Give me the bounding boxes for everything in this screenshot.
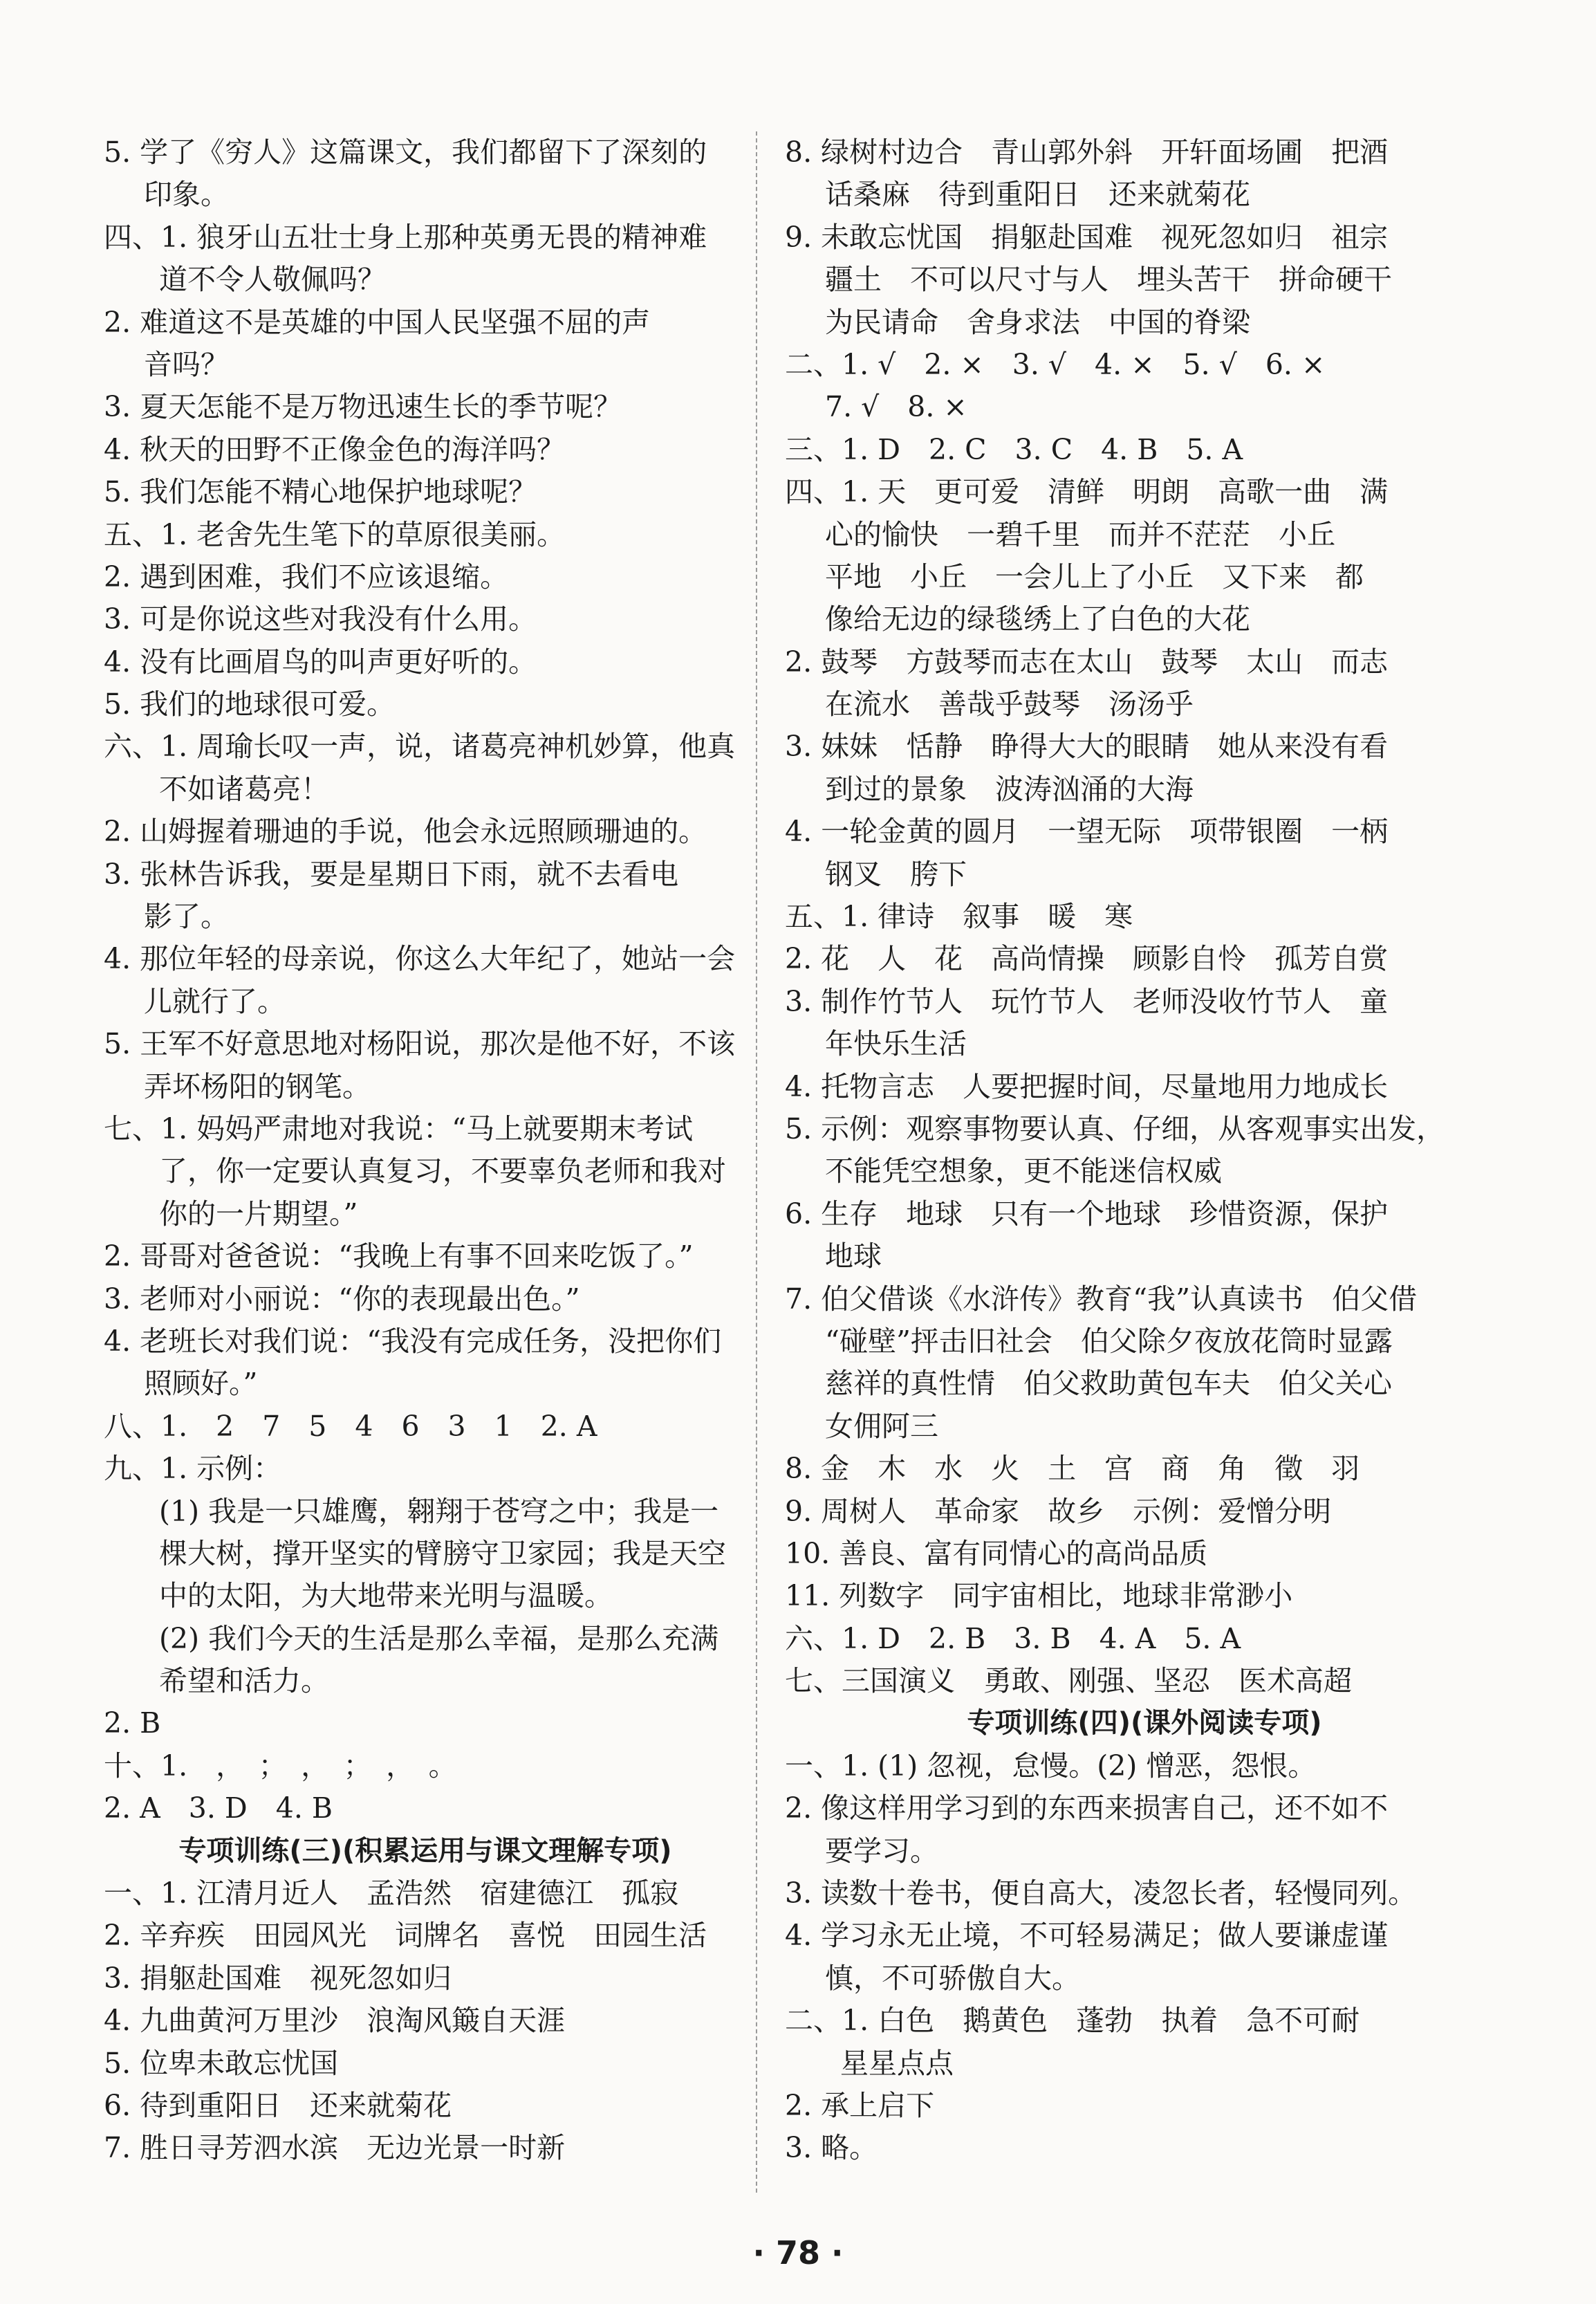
answer-line: 5. 我们的地球很可爱。 bbox=[104, 688, 396, 721]
answer-line: 2. 花 人 花 高尚情操 顾影自怜 孤芳自赏 bbox=[785, 942, 1389, 976]
answer-line: 年快乐生活 bbox=[825, 1027, 967, 1061]
answer-line: 11. 列数字 同宇宙相比，地球非常渺小 bbox=[785, 1579, 1293, 1613]
answer-line: 10. 善良、富有同情心的高尚品质 bbox=[785, 1536, 1208, 1570]
answer-line: 希望和活力。 bbox=[159, 1664, 329, 1698]
answer-line: 像给无边的绿毯绣上了白色的大花 bbox=[825, 602, 1250, 636]
answer-line: 影了。 bbox=[144, 900, 229, 934]
answer-line: 二、1. 白色 鹅黄色 蓬勃 执着 急不可耐 bbox=[785, 2004, 1360, 2038]
answer-line: 二、1. √ 2. × 3. √ 4. × 5. √ 6. × bbox=[785, 347, 1326, 381]
answer-line: 你的一片期望。” bbox=[159, 1197, 358, 1231]
answer-line: 话桑麻 待到重阳日 还来就菊花 bbox=[825, 178, 1250, 212]
answer-line: 2. 像这样用学习到的东西来损害自己，还不如不 bbox=[785, 1791, 1389, 1825]
section-heading: 专项训练(四)(课外阅读专项) bbox=[967, 1707, 1322, 1740]
answer-line: 不如诸葛亮！ bbox=[159, 772, 329, 806]
answer-line: 4. 那位年轻的母亲说，你这么大年纪了，她站一会 bbox=[104, 942, 736, 976]
answer-line: 7. 胜日寻芳泗水滨 无边光景一时新 bbox=[104, 2131, 566, 2165]
answer-line: 星星点点 bbox=[840, 2046, 954, 2080]
answer-line: 七、三国演义 勇敢、刚强、坚忍 医术高超 bbox=[785, 1664, 1352, 1698]
answer-line: 五、1. 律诗 叙事 暖 寒 bbox=[785, 900, 1133, 934]
answer-line: 9. 未敢忘忧国 捐躯赴国难 视死忽如归 祖宗 bbox=[785, 220, 1389, 254]
answer-line: 儿就行了。 bbox=[144, 984, 286, 1018]
page-number: · 78 · bbox=[752, 2234, 844, 2271]
answer-line: 4. 老班长对我们说：“我没有完成任务，没把你们 bbox=[104, 1324, 722, 1358]
answer-line: 一、1. (1) 忽视，怠慢。(2) 憎恶，怨恨。 bbox=[785, 1749, 1317, 1782]
answer-line: 2. 鼓琴 方鼓琴而志在太山 鼓琴 太山 而志 bbox=[785, 645, 1389, 679]
answer-line: 4. 没有比画眉鸟的叫声更好听的。 bbox=[104, 645, 537, 679]
answer-line: 4. 一轮金黄的圆月 一望无际 项带银圈 一柄 bbox=[785, 815, 1389, 849]
answer-line: 四、1. 天 更可爱 清鲜 明朗 高歌一曲 满 bbox=[785, 475, 1389, 509]
answer-line: 平地 小丘 一会儿上了小丘 又下来 都 bbox=[825, 560, 1364, 593]
answer-line: 棵大树，撑开坚实的臂膀守卫家园；我是天空 bbox=[159, 1536, 726, 1570]
answer-line: 3. 妹妹 恬静 睁得大大的眼睛 她从来没有看 bbox=[785, 730, 1389, 764]
answer-line: 要学习。 bbox=[825, 1834, 938, 1868]
answer-line: 2. 哥哥对爸爸说：“我晚上有事不回来吃饭了。” bbox=[104, 1239, 694, 1273]
answer-line: (2) 我们今天的生活是那么幸福，是那么充满 bbox=[159, 1621, 719, 1655]
right-column bbox=[785, 131, 1504, 2170]
answer-line: 在流水 善哉乎鼓琴 汤汤乎 bbox=[825, 688, 1194, 721]
answer-line: 钢叉 胯下 bbox=[825, 857, 967, 891]
answer-line: 5. 示例：观察事物要认真、仔细，从客观事实出发， bbox=[785, 1112, 1445, 1145]
answer-line: 慎，不可骄傲自大。 bbox=[825, 1961, 1080, 1995]
answer-line: 3. 可是你说这些对我没有什么用。 bbox=[104, 602, 537, 636]
answer-line: 2. A 3. D 4. B bbox=[104, 1791, 333, 1825]
answer-line: 4. 学习永无止境，不可轻易满足；做人要谦虚谨 bbox=[785, 1919, 1389, 1953]
column-divider bbox=[756, 131, 757, 2193]
answer-line: 九、1. 示例： bbox=[104, 1452, 282, 1486]
answer-line: 5. 王军不好意思地对杨阳说，那次是他不好，不该 bbox=[104, 1027, 736, 1061]
left-column bbox=[104, 131, 747, 2170]
answer-line: 8. 绿树村边合 青山郭外斜 开轩面场圃 把酒 bbox=[785, 136, 1389, 169]
answer-line: 照顾好。” bbox=[144, 1367, 258, 1401]
answer-line: 2. B bbox=[104, 1706, 161, 1740]
section-heading: 专项训练(三)(积累运用与课文理解专项) bbox=[178, 1834, 672, 1867]
answer-line: 弄坏杨阳的钢笔。 bbox=[144, 1069, 371, 1103]
answer-line: 4. 九曲黄河万里沙 浪淘风簸自天涯 bbox=[104, 2004, 566, 2038]
answer-line: 疆土 不可以尺寸与人 埋头苦干 拼命硬干 bbox=[825, 263, 1392, 297]
answer-line: 五、1. 老舍先生笔下的草原很美丽。 bbox=[104, 517, 566, 551]
answer-line: “碰壁”抨击旧社会 伯父除夕夜放花筒时显露 bbox=[825, 1324, 1393, 1358]
answer-line: 音吗？ bbox=[144, 347, 229, 381]
answer-line: (1) 我是一只雄鹰，翱翔于苍穹之中；我是一 bbox=[159, 1494, 719, 1528]
answer-line: 4. 托物言志 人要把握时间，尽量地用力地成长 bbox=[785, 1069, 1389, 1103]
answer-line: 9. 周树人 革命家 故乡 示例：爱憎分明 bbox=[785, 1494, 1332, 1528]
answer-line: 中的太阳，为大地带来光明与温暖。 bbox=[159, 1579, 613, 1613]
answer-line: 到过的景象 波涛汹涌的大海 bbox=[825, 772, 1194, 806]
answer-line: 2. 遇到困难，我们不应该退缩。 bbox=[104, 560, 509, 593]
answer-line: 6. 生存 地球 只有一个地球 珍惜资源，保护 bbox=[785, 1197, 1389, 1231]
answer-line: 三、1. D 2. C 3. C 4. B 5. A bbox=[785, 432, 1243, 466]
answer-line: 5. 我们怎能不精心地保护地球呢？ bbox=[104, 475, 537, 509]
answer-line: 十、1. ， ； ， ； ， 。 bbox=[104, 1749, 457, 1782]
answer-line: 3. 捐躯赴国难 视死忽如归 bbox=[104, 1961, 452, 1995]
answer-line: 5. 学了《穷人》这篇课文，我们都留下了深刻的 bbox=[104, 136, 707, 169]
answer-line: 7. 伯父借谈《水浒传》教育“我”认真读书 伯父借 bbox=[785, 1282, 1418, 1316]
answer-line: 2. 辛弃疾 田园风光 词牌名 喜悦 田园生活 bbox=[104, 1919, 707, 1953]
answer-line: 四、1. 狼牙山五壮士身上那种英勇无畏的精神难 bbox=[104, 220, 707, 254]
answer-line: 4. 秋天的田野不正像金色的海洋吗？ bbox=[104, 432, 566, 466]
answer-line: 了，你一定要认真复习，不要辜负老师和我对 bbox=[159, 1154, 726, 1188]
answer-line: 印象。 bbox=[144, 178, 229, 212]
answer-line: 八、1. 2 7 5 4 6 3 1 2. A bbox=[104, 1409, 597, 1443]
answer-line: 六、1. 周瑜长叹一声，说，诸葛亮神机妙算，他真 bbox=[104, 730, 736, 764]
answer-line: 7. √ 8. × bbox=[825, 390, 967, 424]
answer-line: 8. 金 木 水 火 土 宫 商 角 徵 羽 bbox=[785, 1452, 1360, 1486]
answer-line: 不能凭空想象，更不能迷信权威 bbox=[825, 1154, 1222, 1188]
answer-line: 女佣阿三 bbox=[825, 1409, 938, 1443]
answer-line: 3. 制作竹节人 玩竹节人 老师没收竹节人 童 bbox=[785, 984, 1389, 1018]
answer-line: 3. 老师对小丽说：“你的表现最出色。” bbox=[104, 1282, 580, 1316]
answer-line: 3. 张林告诉我，要是星期日下雨，就不去看电 bbox=[104, 857, 679, 891]
answer-line: 道不令人敬佩吗？ bbox=[159, 263, 386, 297]
answer-line: 3. 夏天怎能不是万物迅速生长的季节呢？ bbox=[104, 390, 622, 424]
answer-line: 心的愉快 一碧千里 而并不茫茫 小丘 bbox=[825, 517, 1335, 551]
answer-line: 一、1. 江清月近人 孟浩然 宿建德江 孤寂 bbox=[104, 1877, 679, 1910]
answer-line: 为民请命 舍身求法 中国的脊梁 bbox=[825, 305, 1250, 339]
answer-line: 地球 bbox=[825, 1239, 882, 1273]
answer-line: 2. 承上启下 bbox=[785, 2088, 935, 2122]
answer-line: 2. 难道这不是英雄的中国人民坚强不屈的声 bbox=[104, 305, 651, 339]
answer-line: 3. 读数十卷书，便自高大，凌忽长者，轻慢同列。 bbox=[785, 1877, 1417, 1910]
answer-line: 3. 略。 bbox=[785, 2131, 878, 2165]
answer-line: 2. 山姆握着珊迪的手说，他会永远照顾珊迪的。 bbox=[104, 815, 707, 849]
answer-line: 6. 待到重阳日 还来就菊花 bbox=[104, 2088, 452, 2122]
answer-line: 5. 位卑未敢忘忧国 bbox=[104, 2046, 339, 2080]
answer-line: 七、1. 妈妈严肃地对我说：“马上就要期末考试 bbox=[104, 1112, 694, 1145]
answer-line: 六、1. D 2. B 3. B 4. A 5. A bbox=[785, 1621, 1241, 1655]
answer-line: 慈祥的真性情 伯父救助黄包车夫 伯父关心 bbox=[825, 1367, 1392, 1401]
